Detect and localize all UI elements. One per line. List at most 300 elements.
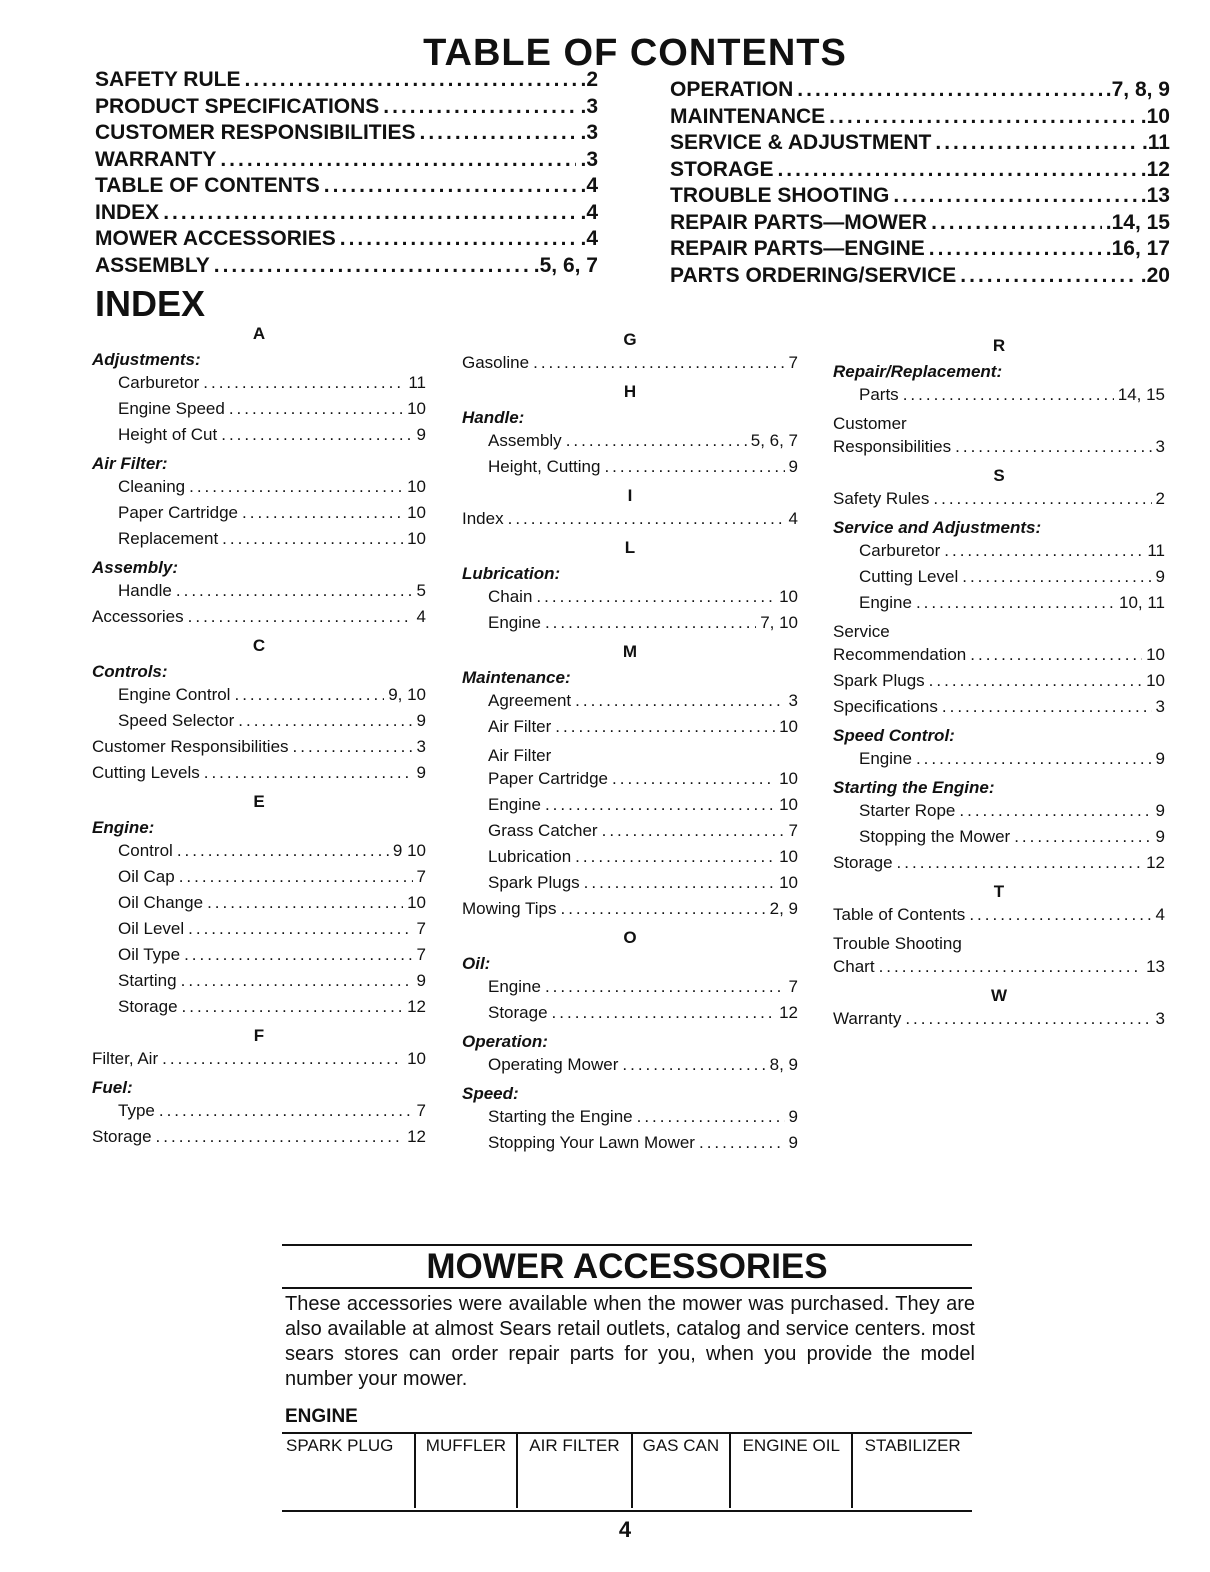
leader-dots: [156, 1127, 404, 1147]
leader-dots: [575, 847, 775, 867]
entry-page: .4: [580, 227, 598, 250]
entry-label: Oil Level: [118, 919, 185, 938]
accessory-cell: ENGINE OIL: [730, 1434, 852, 1508]
entry-label: Accessories: [92, 607, 184, 626]
entry-page: 7: [788, 977, 798, 996]
entry-label: Paper Cartridge: [118, 503, 239, 522]
entry-page: 5: [416, 581, 426, 600]
leader-dots: [604, 457, 784, 477]
index-letter-heading: H: [623, 382, 637, 401]
entry-label: Type: [118, 1101, 155, 1120]
toc-entry: [95, 148, 598, 175]
leader-dots: [829, 105, 1137, 129]
accessories-bottom-rule: [282, 1287, 972, 1289]
index-column-1: [92, 321, 426, 1153]
toc-entry: [670, 264, 1170, 291]
leader-dots: [944, 541, 1143, 561]
index-entry: [92, 737, 426, 763]
index-entry: [92, 919, 426, 945]
entry-label: SAFETY RULE: [95, 68, 241, 91]
entry-label: Storage: [92, 1127, 152, 1146]
index-category-heading: Lubrication:: [462, 564, 561, 583]
entry-page: 9: [1155, 567, 1165, 586]
entry-label: Cutting Levels: [92, 763, 200, 782]
index-entry: [462, 873, 798, 899]
entry-label: Agreement: [488, 691, 572, 710]
index-entry: [92, 399, 426, 425]
leader-dots: [555, 717, 775, 737]
entry-page: 9: [788, 457, 798, 476]
index-entry: [833, 697, 1165, 723]
leader-dots: [905, 1009, 1151, 1029]
index-letter-heading: A: [252, 324, 266, 343]
entry-page: 10: [779, 873, 798, 892]
entry-page: 9: [416, 763, 426, 782]
index-entry: [833, 749, 1165, 775]
leader-dots: [189, 477, 403, 497]
index-entry: [92, 581, 426, 607]
entry-label: OPERATION: [670, 78, 794, 101]
entry-page: .3: [580, 147, 598, 171]
entry-label: Grass Catcher: [488, 821, 598, 840]
index-entry-text: Service: [833, 622, 890, 641]
entry-page: 10, 11: [1118, 593, 1165, 612]
entry-page: 9: [416, 711, 426, 730]
index-letter-heading: I: [627, 486, 633, 505]
index-entry: [462, 509, 798, 535]
leader-dots: [1014, 827, 1151, 847]
index-category-heading: Controls:: [92, 662, 168, 681]
entry-label: Stopping the Mower: [859, 827, 1011, 846]
entry-label: Assembly: [488, 431, 562, 450]
entry-label: Carburetor: [118, 373, 200, 392]
leader-dots: [188, 607, 413, 627]
index-entry: [833, 437, 1165, 463]
entry-label: Table of Contents: [833, 905, 966, 924]
index-category-heading: Speed Control:: [833, 726, 955, 745]
accessory-cell: SPARK PLUG: [286, 1436, 394, 1455]
index-category-heading: Fuel:: [92, 1078, 133, 1097]
entry-label: INDEX: [95, 200, 160, 224]
index-entry: [92, 711, 426, 737]
leader-dots: [182, 997, 404, 1017]
entry-label: Mowing Tips: [462, 899, 557, 918]
entry-label: Control: [118, 841, 173, 860]
index-entry: [833, 385, 1165, 411]
entry-label: STORAGE: [670, 157, 774, 181]
index-entry: [833, 801, 1165, 827]
index-category-heading: Service and Adjustments:: [833, 518, 1042, 537]
entry-label: Engine: [488, 795, 541, 814]
entry-page: 10: [779, 847, 798, 866]
index-entry: [833, 541, 1165, 567]
entry-page: 12: [407, 1127, 426, 1146]
index-entry: [462, 1133, 798, 1159]
entry-page: 10: [407, 477, 426, 496]
index-category-heading: Oil:: [462, 954, 491, 973]
entry-page: 2: [1155, 489, 1165, 508]
index-entry: [92, 997, 426, 1023]
leader-dots: [962, 567, 1151, 587]
leader-dots: [242, 503, 403, 523]
leader-dots: [602, 821, 785, 841]
leader-dots: [176, 581, 413, 601]
index-letter-heading: M: [622, 642, 638, 661]
leader-dots: [879, 957, 1143, 977]
leader-dots: [893, 184, 1136, 208]
entry-label: Speed Selector: [118, 711, 235, 730]
entry-page: .14, 15: [1105, 210, 1170, 234]
entry-page: 10: [407, 893, 426, 912]
entry-label: Handle: [118, 581, 172, 600]
leader-dots: [797, 78, 1101, 102]
entry-page: 10: [407, 503, 426, 522]
leader-dots: [207, 893, 403, 913]
entry-page: 8, 9: [769, 1055, 798, 1074]
accessory-cell: MUFFLER: [415, 1434, 518, 1508]
index-column-3: [833, 333, 1165, 1035]
index-letter-heading: R: [992, 336, 1006, 355]
toc-entry: [670, 211, 1170, 238]
index-category-heading: Starting the Engine:: [833, 778, 995, 797]
leader-dots: [933, 489, 1151, 509]
index-entry: [462, 821, 798, 847]
entry-label: Warranty: [833, 1009, 902, 1028]
entry-page: 3: [416, 737, 426, 756]
leader-dots: [612, 769, 775, 789]
index-entry: [92, 477, 426, 503]
entry-page: 4: [1155, 905, 1165, 924]
entry-page: 4: [788, 509, 798, 528]
entry-page: 2, 9: [769, 899, 798, 918]
entry-page: .12: [1140, 157, 1170, 181]
entry-page: 11: [408, 373, 426, 392]
entry-page: 7: [416, 919, 426, 938]
entry-label: Storage: [488, 1003, 548, 1022]
entry-page: .20: [1140, 263, 1170, 287]
leader-dots: [699, 1133, 785, 1153]
leader-dots: [293, 737, 413, 757]
entry-page: .11: [1141, 131, 1170, 154]
toc-entry: [670, 158, 1170, 185]
index-entry: [462, 717, 798, 743]
entry-label: Engine: [488, 977, 541, 996]
entry-page: 13: [1146, 957, 1165, 976]
index-entry: [462, 587, 798, 613]
entry-page: .3: [580, 121, 598, 144]
accessory-cell: GAS CAN: [632, 1434, 731, 1508]
index-entry: [833, 671, 1165, 697]
leader-dots: [970, 645, 1142, 665]
leader-dots: [622, 1055, 765, 1075]
entry-label: Oil Cap: [118, 867, 175, 886]
index-entry: [92, 893, 426, 919]
entry-label: Responsibilities: [833, 437, 952, 456]
entry-label: TABLE OF CONTENTS: [95, 174, 320, 197]
entry-label: Oil Change: [118, 893, 204, 912]
entry-page: 9: [416, 971, 426, 990]
index-entry: [833, 957, 1165, 983]
leader-dots: [204, 763, 413, 783]
leader-dots: [179, 867, 413, 887]
index-entry-text: Trouble Shooting: [833, 934, 962, 953]
index-title: INDEX: [95, 283, 206, 324]
entry-label: Chart: [833, 957, 875, 976]
engine-accessories-row: [282, 1434, 972, 1508]
entry-page: .3: [580, 94, 598, 118]
entry-label: Recommendation: [833, 645, 967, 664]
toc-entry: [670, 78, 1170, 105]
index-category-heading: Speed:: [462, 1084, 519, 1103]
index-entry: [833, 1009, 1165, 1035]
index-entry: [92, 971, 426, 997]
index-entry: [462, 613, 798, 639]
accessory-cell: AIR FILTER: [517, 1434, 631, 1508]
entry-page: 9 10: [392, 841, 426, 860]
entry-label: Starting: [118, 971, 177, 990]
entry-label: SERVICE & ADJUSTMENT: [670, 131, 932, 154]
leader-dots: [177, 841, 389, 861]
index-entry: [92, 763, 426, 789]
entry-label: Carburetor: [859, 541, 941, 560]
entry-page: 7: [788, 353, 798, 372]
index-entry: [92, 1049, 426, 1075]
entry-page: 10: [779, 795, 798, 814]
leader-dots: [221, 425, 412, 445]
entry-label: Starter Rope: [859, 801, 956, 820]
entry-label: Spark Plugs: [488, 873, 580, 892]
entry-page: 10: [779, 717, 798, 736]
leader-dots: [222, 529, 403, 549]
leader-dots: [244, 68, 576, 92]
entry-label: Engine Speed: [118, 399, 225, 418]
index-entry: [462, 1055, 798, 1081]
leader-dots: [959, 801, 1151, 821]
entry-label: Engine: [488, 613, 541, 632]
leader-dots: [203, 373, 404, 393]
entry-label: MOWER ACCESSORIES: [95, 227, 336, 250]
entry-label: Replacement: [118, 529, 219, 548]
leader-dots: [533, 353, 784, 373]
index-entry: [462, 847, 798, 873]
entry-label: Gasoline: [462, 353, 530, 372]
leader-dots: [545, 977, 785, 997]
index-letter-heading: E: [253, 792, 265, 811]
leader-dots: [184, 945, 412, 965]
index-entry: [92, 841, 426, 867]
index-entry: [92, 945, 426, 971]
leader-dots: [214, 254, 530, 278]
leader-dots: [552, 1003, 776, 1023]
leader-dots: [955, 437, 1151, 457]
index-entry: [92, 529, 426, 555]
index-entry: [92, 1101, 426, 1127]
leader-dots: [637, 1107, 785, 1127]
entry-page: 7: [416, 945, 426, 964]
entry-label: Cutting Level: [859, 567, 959, 586]
toc-left-column: [95, 68, 598, 280]
index-entry: [462, 795, 798, 821]
entry-page: 10: [1146, 671, 1165, 690]
index-entry: [92, 373, 426, 399]
index-entry: [833, 593, 1165, 619]
leader-dots: [383, 95, 576, 119]
leader-dots: [777, 158, 1136, 182]
index-entry: [92, 607, 426, 633]
leader-dots: [929, 671, 1142, 691]
index-entry: [92, 1127, 426, 1153]
leader-dots: [931, 211, 1102, 235]
entry-page: .4: [580, 200, 598, 224]
entry-page: 9: [788, 1133, 798, 1152]
entry-page: 3: [1155, 1009, 1165, 1028]
entry-label: Spark Plugs: [833, 671, 925, 690]
leader-dots: [234, 685, 384, 705]
entry-page: .13: [1140, 184, 1170, 207]
entry-label: Storage: [118, 997, 178, 1016]
entry-page: 3: [1155, 697, 1165, 716]
leader-dots: [324, 174, 577, 198]
entry-page: 12: [1146, 853, 1165, 872]
index-entry-text: Customer: [833, 414, 907, 433]
index-entry: [462, 1003, 798, 1029]
index-entry: [833, 853, 1165, 879]
entry-page: 9: [788, 1107, 798, 1126]
index-category-heading: Assembly:: [92, 558, 178, 577]
index-category-heading: Operation:: [462, 1032, 548, 1051]
entry-page: 4: [416, 607, 426, 626]
entry-label: Lubrication: [488, 847, 572, 866]
index-letter-heading: W: [990, 986, 1008, 1005]
entry-label: Height, Cutting: [488, 457, 601, 476]
leader-dots: [566, 431, 747, 451]
leader-dots: [960, 264, 1137, 288]
entry-label: PARTS ORDERING/SERVICE: [670, 263, 957, 287]
entry-page: 10: [407, 529, 426, 548]
index-entry: [833, 567, 1165, 593]
toc-entry: [670, 131, 1170, 158]
entry-label: Air Filter: [488, 717, 552, 736]
toc-title: TABLE OF CONTENTS: [423, 32, 847, 74]
toc-entry: [95, 254, 598, 281]
toc-entry: [670, 105, 1170, 132]
toc-entry: [670, 184, 1170, 211]
leader-dots: [340, 227, 577, 251]
entry-page: .16, 17: [1105, 237, 1170, 260]
entry-page: 10: [407, 399, 426, 418]
entry-label: WARRANTY: [95, 147, 217, 171]
entry-label: PRODUCT SPECIFICATIONS: [95, 94, 380, 118]
index-entry: [833, 905, 1165, 931]
entry-label: TROUBLE SHOOTING: [670, 184, 890, 207]
entry-label: Engine: [859, 749, 912, 768]
entry-page: 10: [1146, 645, 1165, 664]
entry-page: 10: [779, 587, 798, 606]
toc-entry: [95, 174, 598, 201]
entry-page: 9: [416, 425, 426, 444]
leader-dots: [545, 795, 775, 815]
entry-page: 7: [788, 821, 798, 840]
leader-dots: [163, 201, 576, 225]
index-entry: [92, 685, 426, 711]
index-category-heading: Adjustments:: [92, 350, 201, 369]
entry-page: .4: [580, 174, 598, 197]
accessories-title: MOWER ACCESSORIES: [426, 1247, 828, 1286]
leader-dots: [238, 711, 412, 731]
leader-dots: [536, 587, 775, 607]
index-entry: [462, 977, 798, 1003]
entry-label: Height of Cut: [118, 425, 218, 444]
leader-dots: [188, 919, 412, 939]
entry-page: 11: [1147, 541, 1165, 560]
leader-dots: [162, 1049, 403, 1069]
index-entry: [462, 899, 798, 925]
leader-dots: [159, 1101, 413, 1121]
entry-page: 12: [779, 1003, 798, 1022]
entry-page: 3: [788, 691, 798, 710]
index-entry: [833, 489, 1165, 515]
leader-dots: [220, 148, 576, 172]
entry-label: Filter, Air: [92, 1049, 159, 1068]
leader-dots: [916, 593, 1115, 613]
index-entry: [462, 769, 798, 795]
index-entry: [462, 457, 798, 483]
index-category-heading: Repair/Replacement:: [833, 362, 1003, 381]
index-entry: [92, 425, 426, 451]
leader-dots: [508, 509, 785, 529]
index-entry: [833, 827, 1165, 853]
index-entry: [462, 1107, 798, 1133]
entry-page: 9: [1155, 827, 1165, 846]
leader-dots: [969, 905, 1151, 925]
index-letter-heading: S: [993, 466, 1005, 485]
entry-page: 9, 10: [388, 685, 426, 704]
leader-dots: [916, 749, 1152, 769]
index-column-2: [462, 327, 798, 1159]
entry-page: 7, 10: [760, 613, 798, 632]
leader-dots: [942, 697, 1152, 717]
index-entry: [92, 503, 426, 529]
leader-dots: [575, 691, 784, 711]
entry-label: Engine Control: [118, 685, 231, 704]
entry-label: Specifications: [833, 697, 938, 716]
toc-entry: [95, 95, 598, 122]
entry-label: Cleaning: [118, 477, 186, 496]
entry-page: .10: [1140, 104, 1170, 128]
leader-dots: [420, 121, 577, 145]
entry-label: REPAIR PARTS—MOWER: [670, 210, 928, 234]
index-entry: [462, 431, 798, 457]
leader-dots: [929, 237, 1102, 261]
index-category-heading: Maintenance:: [462, 668, 571, 687]
index-category-heading: Air Filter:: [92, 454, 168, 473]
toc-entry: [95, 227, 598, 254]
entry-page: .7, 8, 9: [1105, 78, 1170, 101]
index-entry-text: Air Filter: [488, 746, 552, 765]
engine-label: ENGINE: [285, 1406, 358, 1427]
toc-entry: [670, 237, 1170, 264]
entry-label: Parts: [859, 385, 899, 404]
index-letter-heading: C: [252, 636, 266, 655]
entry-page: 14, 15: [1117, 385, 1165, 404]
entry-label: Oil Type: [118, 945, 181, 964]
entry-label: Paper Cartridge: [488, 769, 609, 788]
index-letter-heading: F: [253, 1026, 265, 1045]
entry-label: Index: [462, 509, 504, 528]
entry-page: 9: [1155, 749, 1165, 768]
entry-label: Starting the Engine: [488, 1107, 633, 1126]
entry-label: CUSTOMER RESPONSIBILITIES: [95, 121, 416, 144]
